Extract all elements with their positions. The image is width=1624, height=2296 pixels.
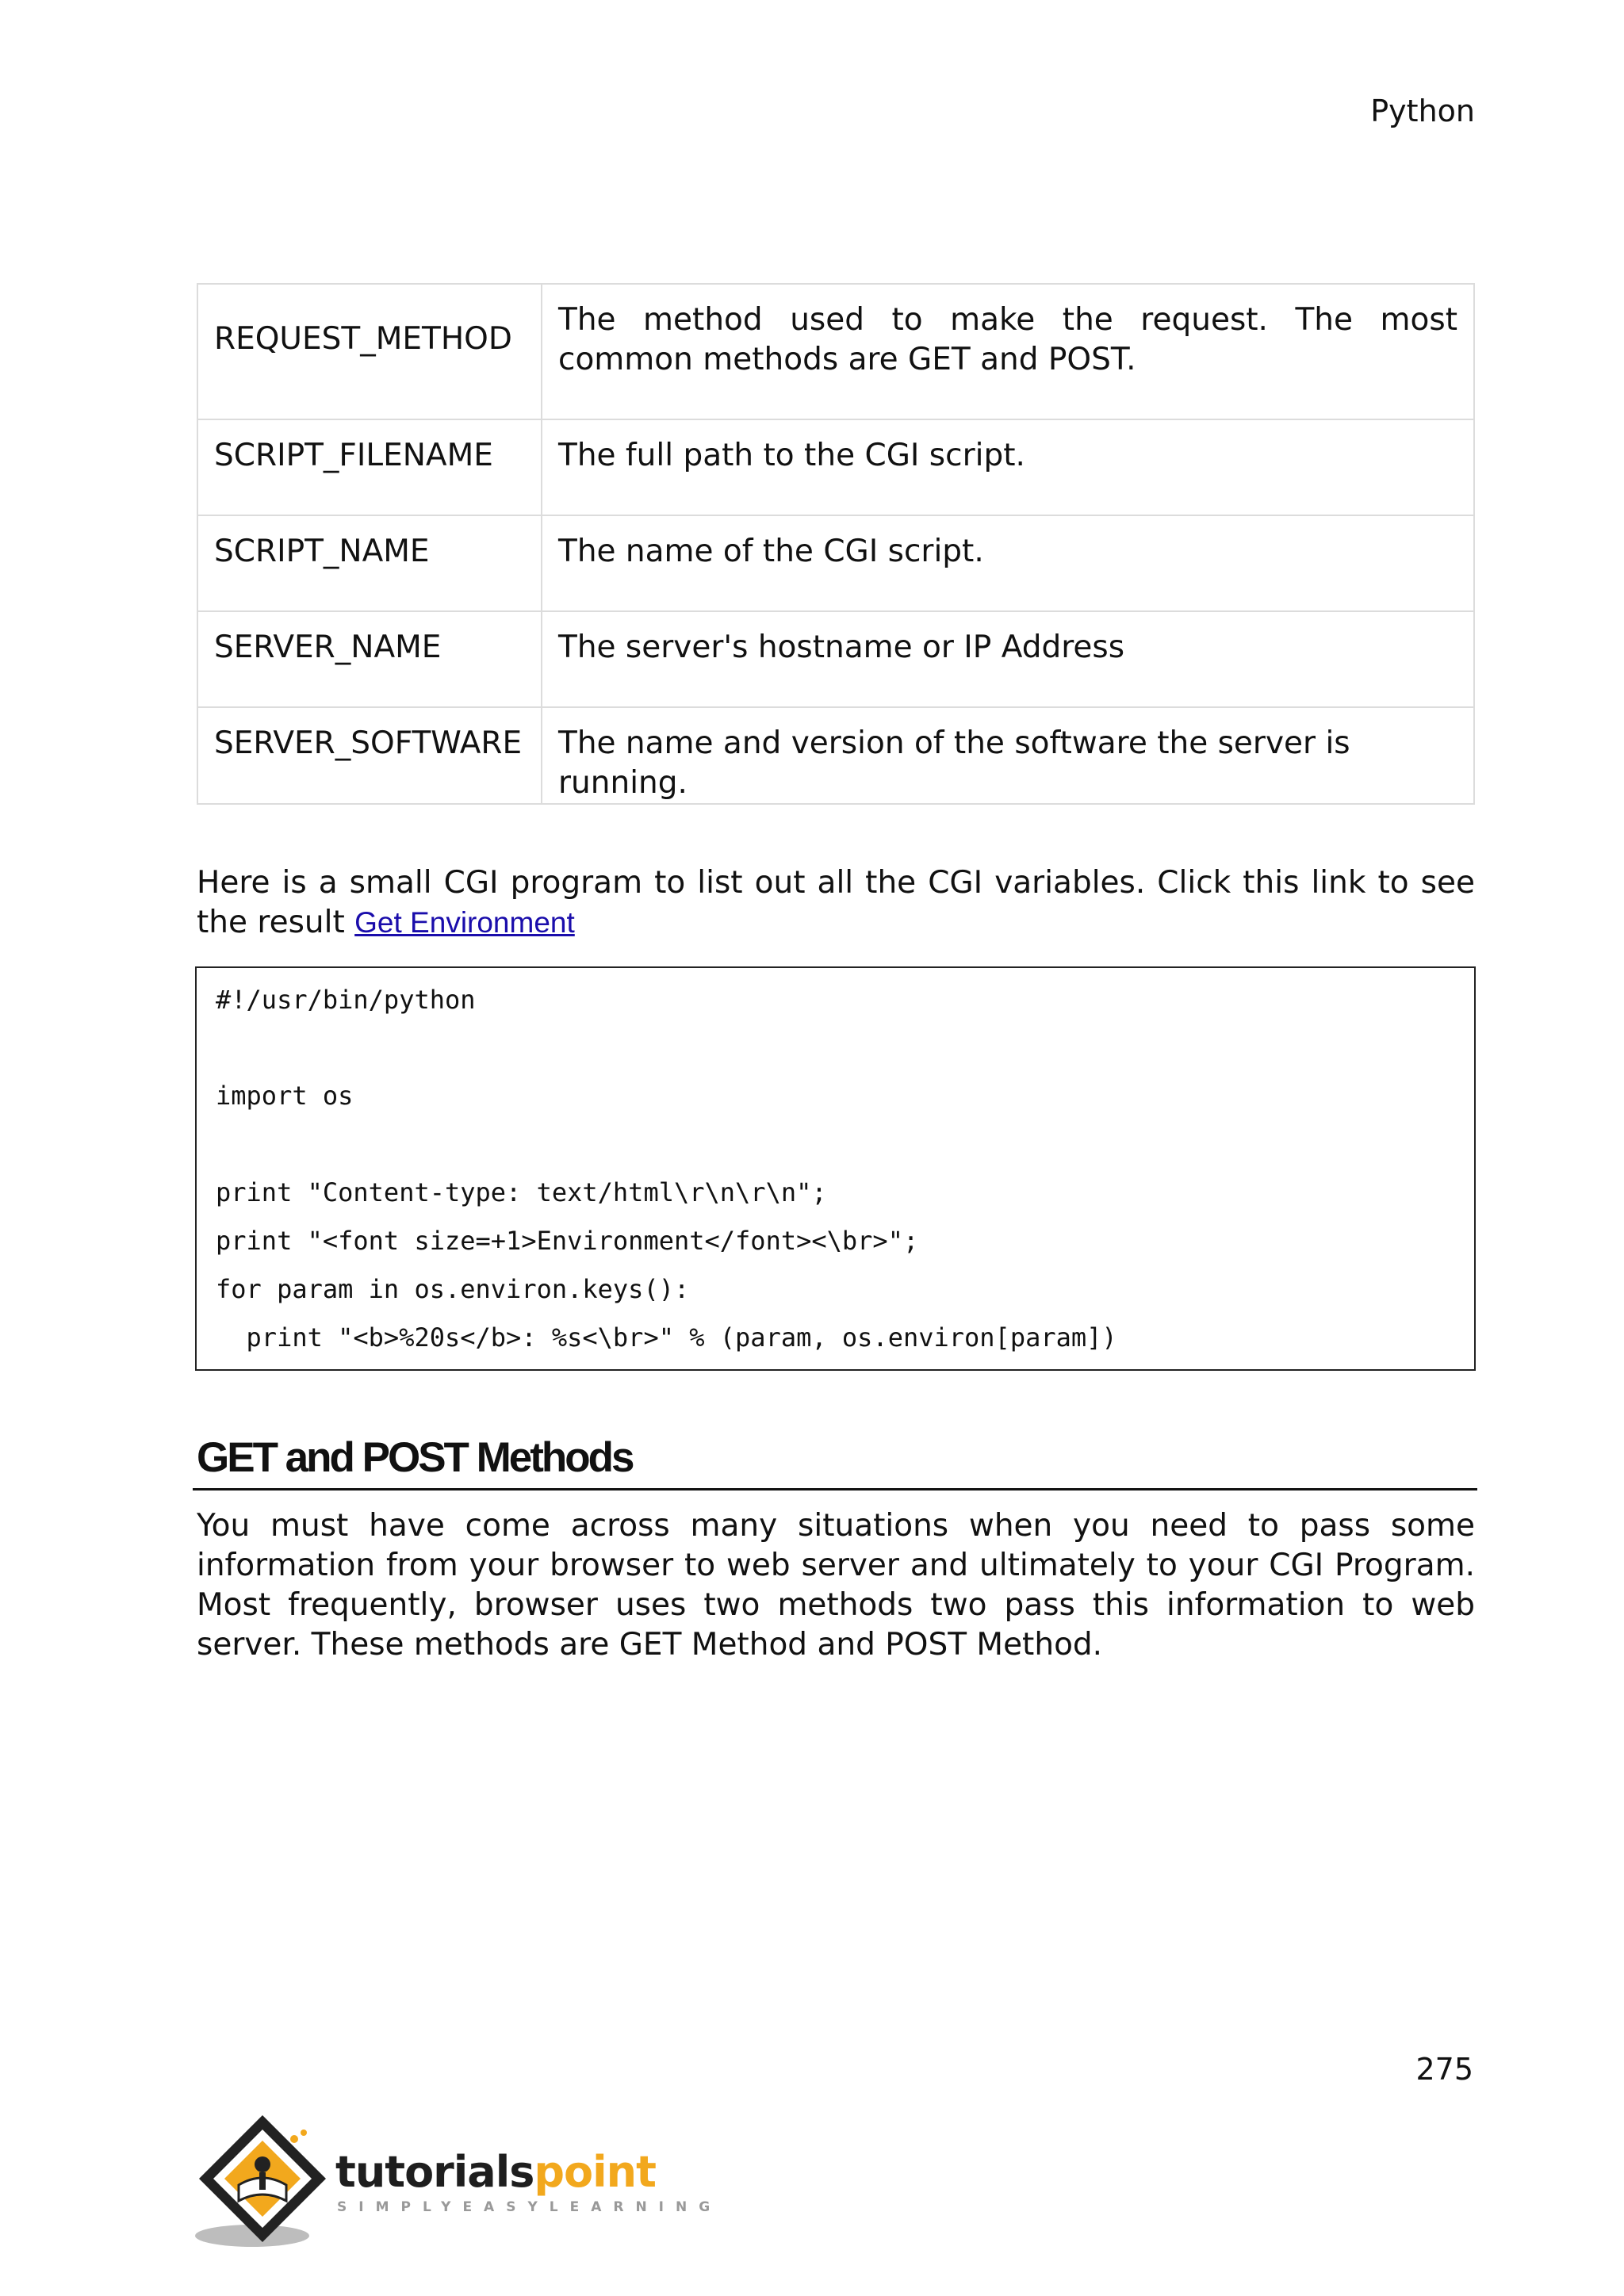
- logo-tagline: SIMPLYEASYLEARNING: [337, 2199, 722, 2215]
- variable-name-cell: SCRIPT_FILENAME: [197, 419, 542, 515]
- variable-name-cell: SERVER_NAME: [197, 611, 542, 707]
- logo-wordmark: [335, 2147, 656, 2197]
- diamond-emblem-icon: [193, 2109, 335, 2252]
- variable-name-cell: REQUEST_METHOD: [197, 284, 542, 419]
- page-header-title: Python: [1370, 94, 1475, 128]
- tutorialspoint-logo: [193, 2109, 722, 2252]
- section-paragraph: You must have come across many situations when you need to pass some information from your browser to web server and ultimately to your CGI Program. Most frequently, browser uses two methods two pass this information to web server. These methods are GET Method and POST Method.: [197, 1508, 1475, 1663]
- table-row: [197, 284, 1474, 419]
- get-environment-link[interactable]: Get Environment: [354, 906, 575, 939]
- variable-description-cell: The name of the CGI script.: [542, 515, 1474, 611]
- table-row: [197, 515, 1474, 611]
- table-row: [197, 707, 1474, 804]
- code-line: print "<b>%20s</b>: %s<\br>" % (param, os.environ[param]): [216, 1322, 1117, 1353]
- cgi-variables-table: [197, 283, 1475, 805]
- variable-name-cell: SCRIPT_NAME: [197, 515, 542, 611]
- table-row: [197, 419, 1474, 515]
- code-line: print "Content-type: text/html\r\n\r\n";: [216, 1177, 827, 1207]
- heading-underline: [193, 1488, 1477, 1490]
- code-block: [195, 966, 1476, 1371]
- variable-name-cell: SERVER_SOFTWARE: [197, 707, 542, 804]
- logo-wordmark-dark: tutorials: [335, 2147, 534, 2197]
- variable-description-cell: The server's hostname or IP Address: [542, 611, 1474, 707]
- table-row: [197, 611, 1474, 707]
- variable-description-cell: The method used to make the request. The most common methods are GET and POST.: [542, 284, 1474, 419]
- intro-paragraph: [197, 863, 1475, 943]
- page-number: 275: [1415, 2052, 1473, 2087]
- intro-text: Here is a small CGI program to list out all the CGI variables. Click this link to see the result: [197, 865, 1475, 940]
- code-line: import os: [216, 1081, 354, 1111]
- variable-description-cell: The full path to the CGI script.: [542, 419, 1474, 515]
- logo-wordmark-accent: point: [534, 2147, 656, 2197]
- code-line: for param in os.environ.keys():: [216, 1274, 690, 1304]
- code-line: print "<font size=+1>Environment</font><\br>";: [216, 1226, 919, 1256]
- code-line: #!/usr/bin/python: [216, 985, 476, 1015]
- variable-description-cell: The name and version of the software the server is running.: [542, 707, 1474, 804]
- section-heading: GET and POST Methods: [197, 1434, 633, 1481]
